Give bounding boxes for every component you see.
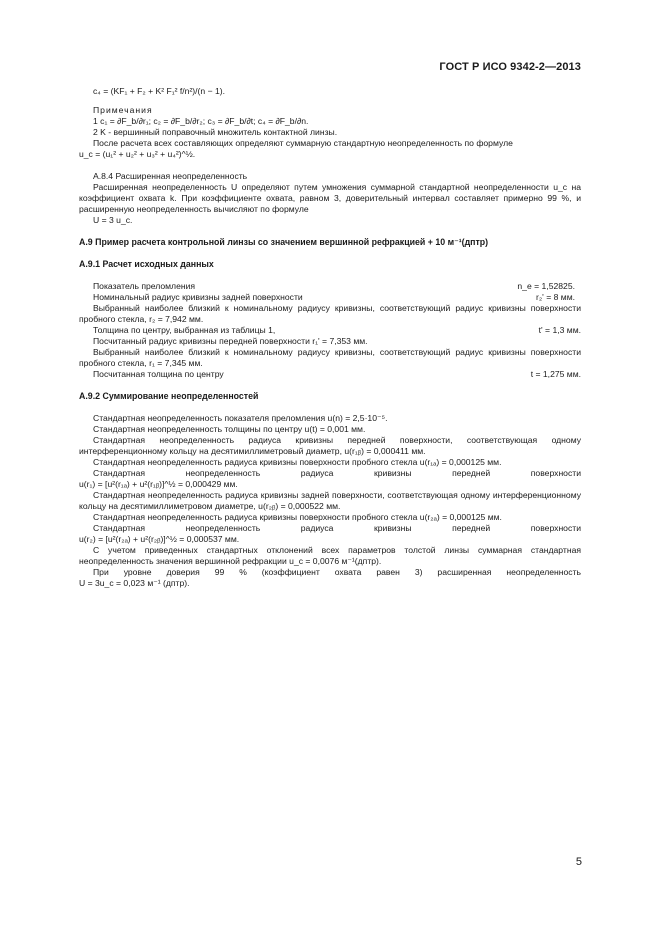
uncertainty-back-total-formula: u(r₂) = [u²(r₂ₐ) + u²(r₂ᵦ)]^½ = 0,000537 мм. (79, 534, 240, 544)
uncertainty-back-test-glass: Стандартная неопределенность радиуса кривизны поверхности пробного стекла u(r₂ₐ) = 0,000125 мм. (93, 512, 502, 522)
formula-c4: c₄ = (KF₁ + F₂ + K² F₁² f/n²)/(n − 1). (93, 86, 226, 96)
section-a84-title: А.8.4 Расширенная неопределенность (93, 171, 248, 181)
chosen-front-radius: Выбранный наиболее близкий к номинальному радиусу кривизны, соответствующий радиус кривизны поверхности пробного стекла, r₁ = 7,345 мм. (79, 347, 581, 368)
section-a91-title: А.9.1 Расчет исходных данных (79, 259, 214, 269)
page-number: 5 (575, 856, 582, 868)
refraction-index-row (79, 281, 581, 292)
section-a84-formula: U = 3 u_c. (93, 215, 133, 225)
combined-uncertainty-text: После расчета всех составляющих определяют суммарную стандартную неопределенность по формуле (93, 138, 513, 148)
expanded-uncertainty-formula: U = 3u_c = 0,023 м⁻¹ (дптр). (79, 578, 190, 588)
thickness-value: t' = 1,3 мм. (538, 325, 581, 335)
uncertainty-back-total-lead: Стандартная неопределенность радиуса кривизны передней поверхности (93, 523, 581, 533)
chosen-back-radius: Выбранный наиболее близкий к номинальному радиусу кривизны, соответствующий радиус кривизны поверхности пробного стекла, r₂ = 7,942 мм. (79, 303, 581, 324)
combined-uncertainty-result: С учетом приведенных стандартных отклонений всех параметров толстой линзы суммарная стандартная неопределенность значения вершинной рефракции u_c = 0,0076 м⁻¹(дптр). (79, 545, 581, 566)
uncertainty-front-test-glass: Стандартная неопределенность радиуса кривизны поверхности пробного стекла u(r₁ₐ) = 0,000125 мм. (93, 457, 502, 467)
refraction-index-label: Показатель преломления (93, 281, 196, 291)
thickness-label: Толщина по центру, выбранная из таблицы 1, (93, 325, 276, 335)
refraction-index-value: n_e = 1,52825. (517, 281, 575, 291)
uncertainty-front-total-lead: Стандартная неопределенность радиуса кривизны передней поверхности (93, 468, 581, 478)
back-radius-label: Номинальный радиус кривизны задней поверхности (93, 292, 303, 302)
back-radius-row (79, 292, 581, 303)
calculated-thickness-row (79, 369, 581, 380)
section-a92-title: А.9.2 Суммирование неопределенностей (79, 391, 259, 401)
combined-uncertainty-formula: u_c = (u₁² + u₂² + u₃² + u₄²)^½. (79, 149, 196, 159)
front-radius-calculated: Посчитанный радиус кривизны передней поверхности r₁' = 7,353 мм. (93, 336, 368, 346)
back-radius-value: r₂' = 8 мм. (535, 292, 575, 302)
notes-title: Примечания (93, 105, 153, 115)
thickness-row (79, 325, 581, 336)
uncertainty-thickness: Стандартная неопределенность толщины по центру u(t) = 0,001 мм. (93, 424, 366, 434)
uncertainty-front-total-formula: u(r₁) = [u²(r₁ₐ) + u²(r₁ᵦ)]^½ = 0,000429 мм. (79, 479, 238, 489)
calculated-thickness-label: Посчитанная толщина по центру (93, 369, 224, 379)
note-2: 2 K - вершинный поправочный множитель контактной линзы. (93, 127, 338, 137)
expanded-uncertainty-lead: При уровне доверия 99 % (коэффициент охвата равен 3) расширенная неопределенность (93, 567, 581, 577)
page-body (79, 86, 581, 589)
note-1: 1 c₁ = ∂F_b/∂r₁; c₂ = ∂F_b/∂r₂; c₃ = ∂F_b/∂t; c₄ = ∂F_b/∂n. (93, 116, 309, 126)
section-a84-paragraph: Расширенная неопределенность U определяют путем умножения суммарной стандартной неопределенности u_c на коэффициент охвата k. При коэффициенте охвата, равном 3, доверительный интервал составляет примерно 99 %, и расширенную неопределенность вычисляют по формуле (79, 182, 581, 214)
section-a9-title: А.9 Пример расчета контрольной линзы со значением вершинной рефракцией + 10 м⁻¹(дптр) (79, 237, 489, 247)
document-code: ГОСТ Р ИСО 9342-2—2013 (439, 61, 581, 73)
uncertainty-front-interference: Стандартная неопределенность радиуса кривизны передней поверхности, соответствующая одному интерференционному кольцу на десятимиллиметровый диаметр, u(r₁ᵦ) = 0,000411 мм. (79, 435, 581, 456)
calculated-thickness-value: t = 1,275 мм. (530, 369, 581, 379)
uncertainty-back-interference: Стандартная неопределенность радиуса кривизны задней поверхности, соответствующая одному интерференционному кольцу на десятимиллиметровом диаметре, u(r₂ᵦ) = 0,000522 мм. (79, 490, 581, 511)
uncertainty-refraction-index: Стандартная неопределенность показателя преломления u(n) = 2,5·10⁻⁵. (93, 413, 388, 423)
